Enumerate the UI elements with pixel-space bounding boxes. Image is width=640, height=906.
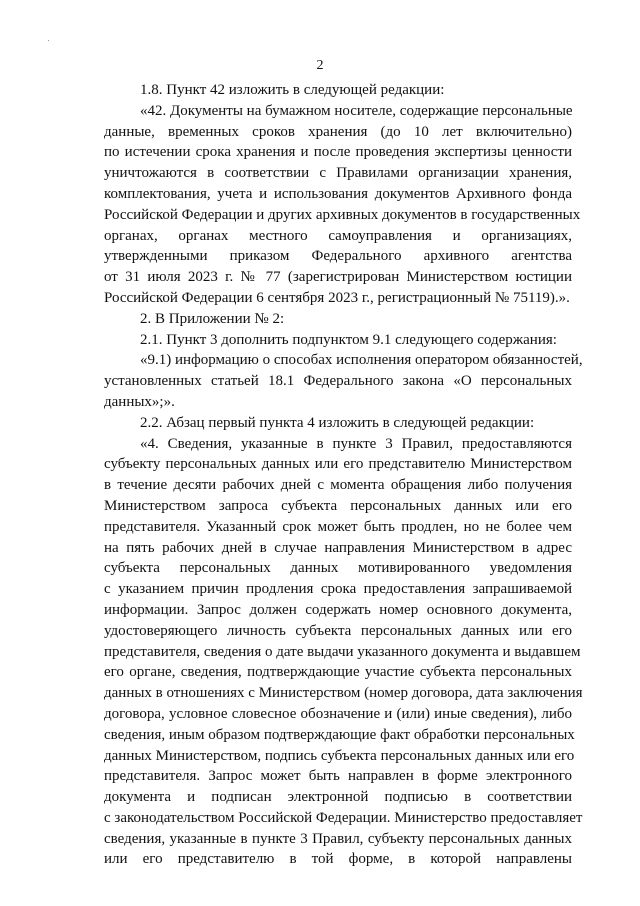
text-line: субъекту персональных данных или его представителю Министерством (104, 456, 572, 473)
text-line: Российской Федерации и других архивных документов в государственных (104, 206, 581, 223)
text-line: представителя. Указанный срок может быть продлен, но не более чем (104, 518, 572, 535)
text-line: документа и подписан электронной подписью в соответствии (104, 789, 572, 806)
text-line: данные, временных сроков хранения (до 10 лет включительно) (104, 123, 572, 140)
text-line: от 31 июля 2023 г. № 77 (зарегистрирован Министерством юстиции (104, 269, 572, 286)
text-line: на пять рабочих дней в случае направления Министерством в адрес (104, 539, 572, 556)
text-line: удостоверяющего личность субъекта персональных данных или его (104, 622, 572, 639)
text-line: Министерством запроса субъекта персональных данных или его (104, 497, 572, 514)
text-line: 2.2. Абзац первый пункта 4 изложить в следующей редакции: (140, 414, 535, 431)
text-line: 2. В Приложении № 2: (140, 310, 285, 327)
text-line: 2.1. Пункт 3 дополнить подпунктом 9.1 следующего содержания: (140, 331, 557, 348)
text-line: представителя. Запрос может быть направлен в форме электронного (104, 768, 572, 785)
text-line: данных в отношениях с Министерством (номер договора, дата заключения (104, 685, 583, 702)
text-line: Российской Федерации 6 сентября 2023 г., регистрационный № 75119).». (104, 289, 570, 306)
text-line: с указанием причин продления срока предоставления запрашиваемой (104, 581, 572, 598)
text-line: субъекта персональных данных мотивированного уведомления (104, 560, 572, 577)
text-line: в течение десяти рабочих дней с момента обращения либо получения (104, 477, 572, 494)
text-line: органах, органах местного самоуправления и организациях, (104, 227, 572, 244)
text-line: «4. Сведения, указанные в пункте 3 Правил, предоставляются (140, 435, 572, 452)
text-line: утвержденными приказом Федерального архивного агентства (104, 248, 572, 265)
text-line: договора, условное словесное обозначение и (или) иные сведения), либо (104, 705, 572, 722)
text-line: «42. Документы на бумажном носителе, содержащие персональные (140, 102, 573, 119)
page-number: 2 (316, 58, 324, 73)
text-line: сведения, иным образом подтверждающие факт обработки персональных (104, 726, 575, 743)
text-line: сведения, указанные в пункте 3 Правил, субъекту персональных данных (104, 830, 572, 847)
text-line: представителя, сведения о дате выдачи указанного документа и выдавшем (104, 643, 581, 660)
text-line: или его представителю в той форме, в которой направлены (104, 851, 572, 868)
text-line: информации. Запрос должен содержать номер основного документа, (104, 601, 572, 618)
text-line: 1.8. Пункт 42 изложить в следующей редакции: (140, 82, 445, 98)
scan-speck (48, 40, 49, 41)
text-line: комплектования, учета и использования документов Архивного фонда (104, 185, 572, 202)
document-body (104, 80, 583, 870)
text-line: данных Министерством, подпись субъекта персональных данных или его (104, 747, 575, 764)
text-line: с законодательством Российской Федерации. Министерство предоставляет (104, 809, 583, 826)
text-line: по истечении срока хранения и после проведения экспертизы ценности (104, 144, 572, 161)
text-line: установленных статьей 18.1 Федерального закона «О персональных (104, 373, 572, 390)
text-line: его органе, сведения, подтверждающие участие субъекта персональных (104, 664, 572, 681)
text-line: «9.1) информацию о способах исполнения оператором обязанностей, (140, 352, 583, 369)
text-line: уничтожаются в соответствии с Правилами организации хранения, (104, 165, 572, 182)
text-line: данных»;». (104, 393, 175, 410)
